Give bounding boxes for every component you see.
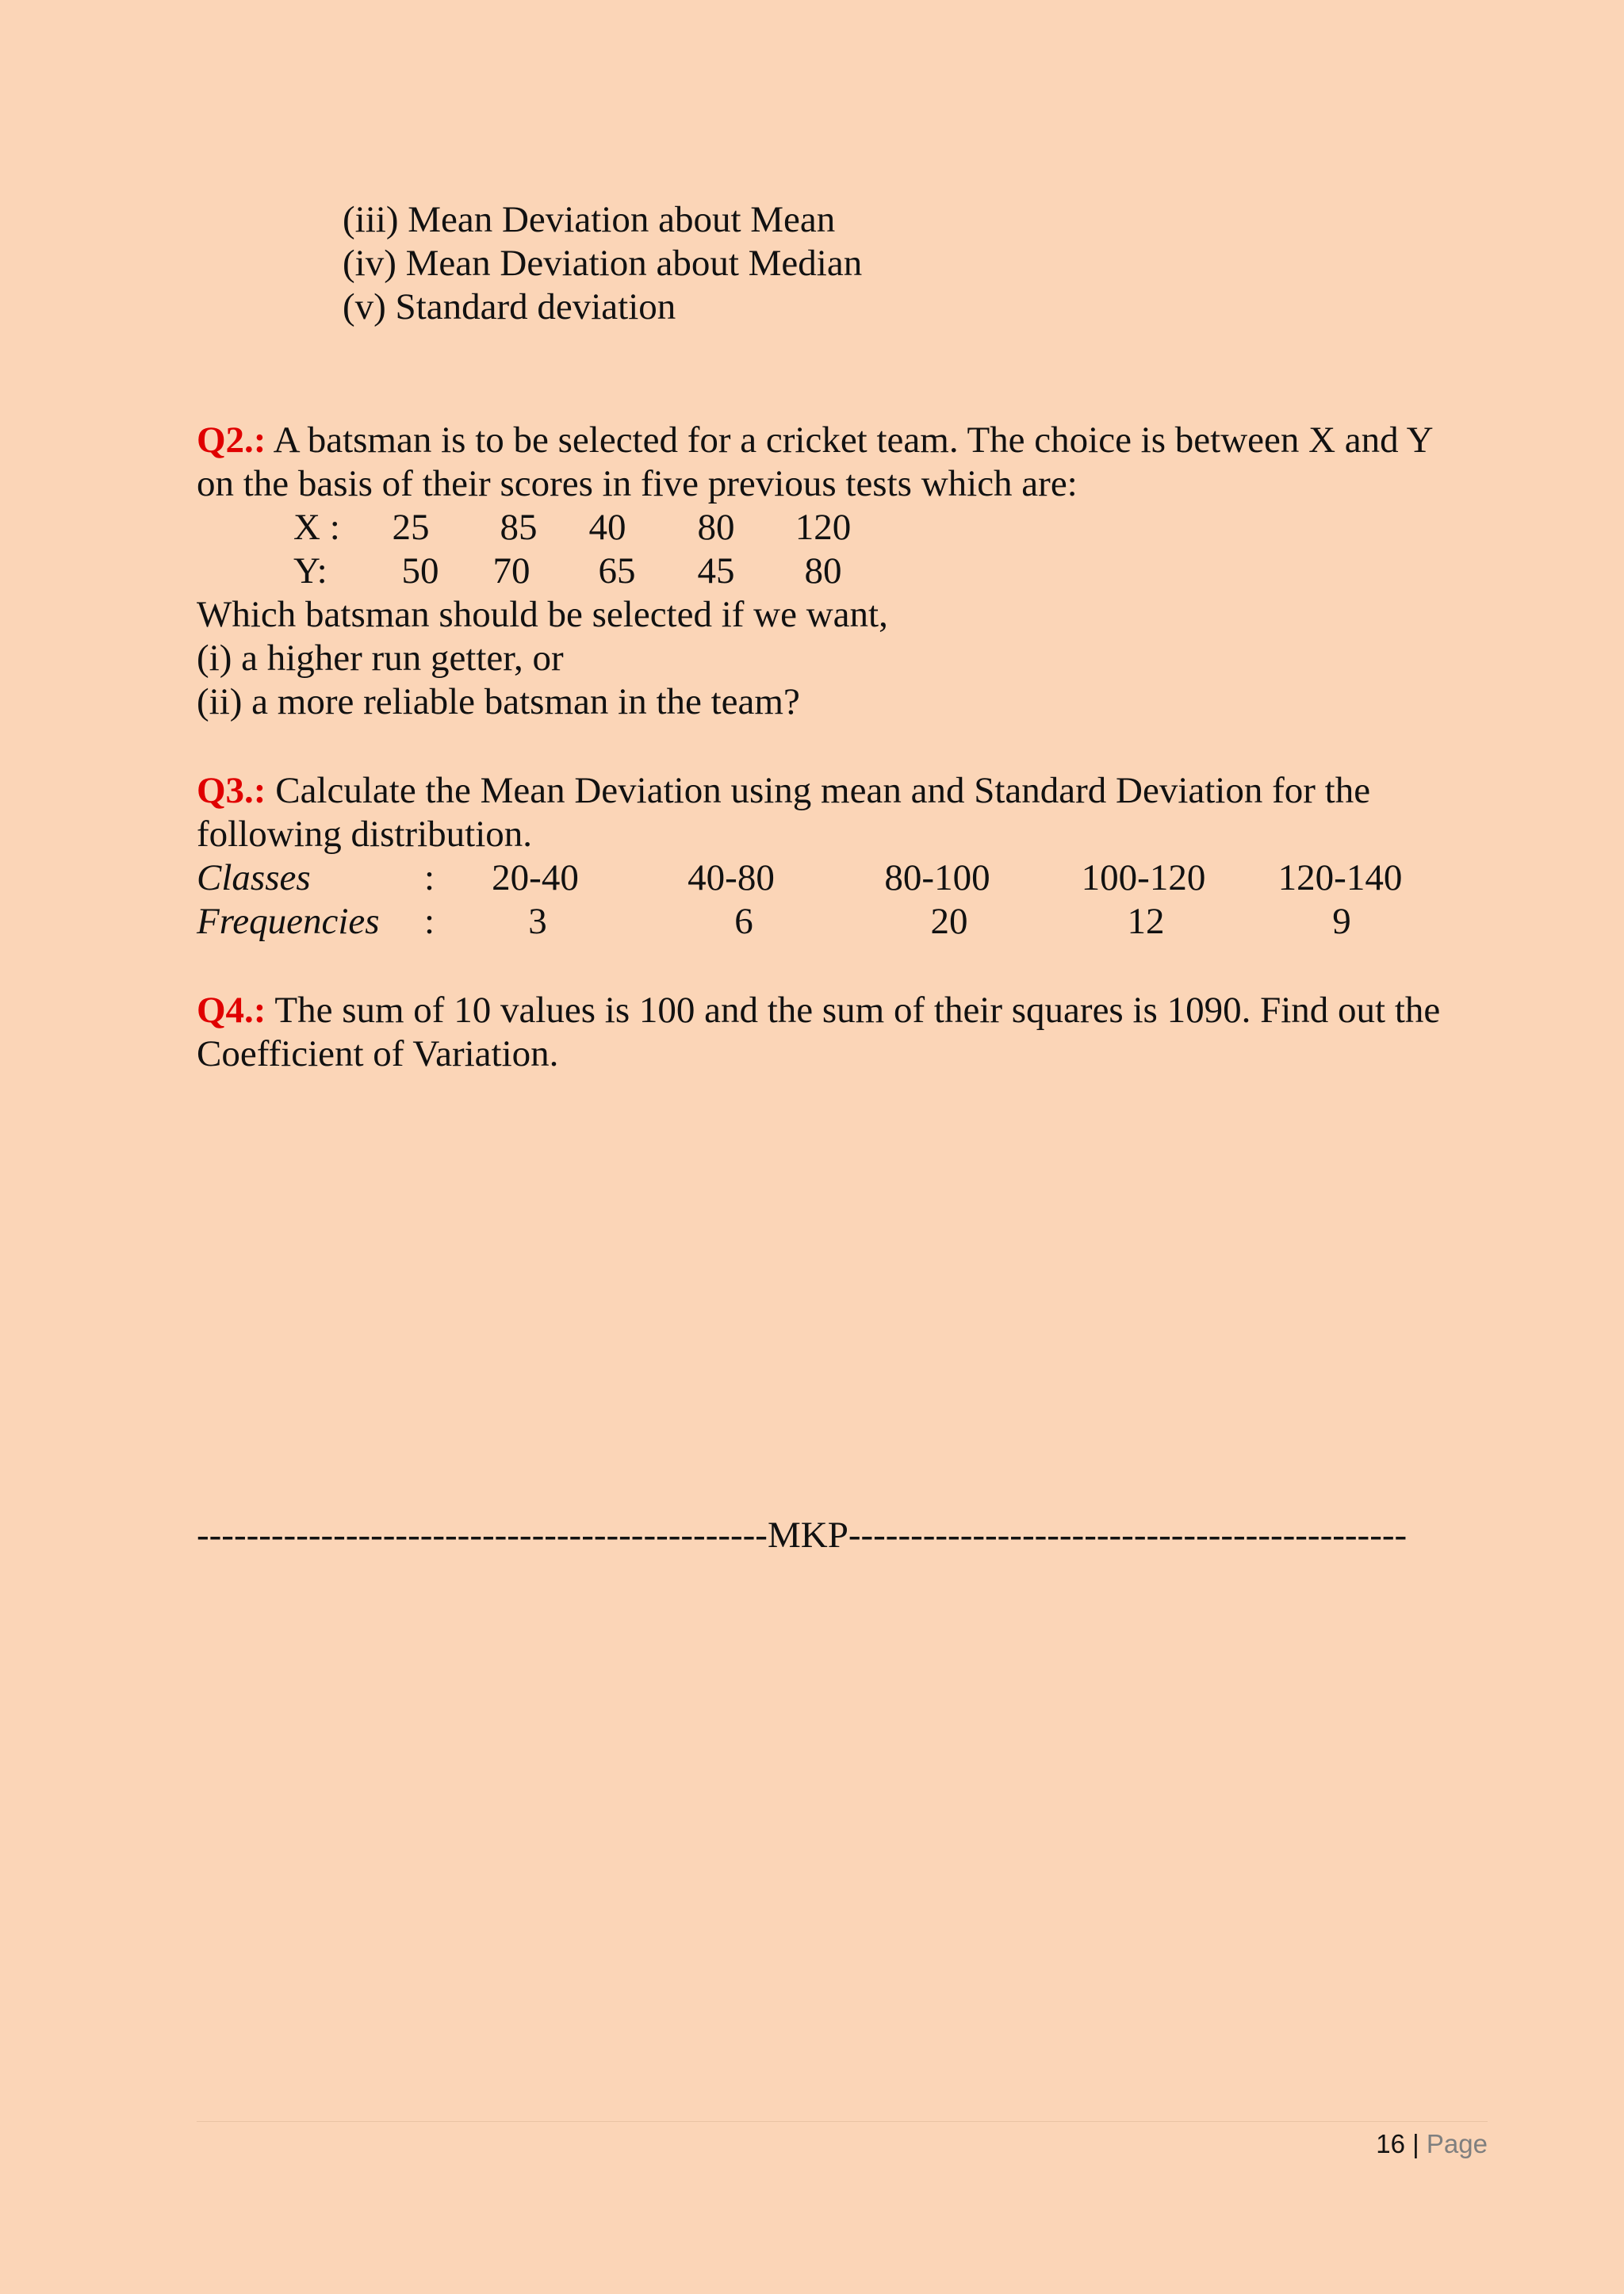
frequency-value: 9	[1332, 901, 1351, 942]
mkp-divider: ----------------------------------------------MKP---------------------------------------------	[197, 1515, 1408, 1556]
q2-y-label: Y:	[293, 550, 327, 592]
frequency-value: 3	[528, 901, 547, 942]
list-item-iii: (iii) Mean Deviation about Mean	[343, 199, 836, 240]
q2-y-score: 50	[401, 550, 439, 592]
class-interval: 40-80	[688, 857, 775, 898]
list-item-v: (v) Standard deviation	[343, 286, 676, 327]
class-interval: 120-140	[1277, 857, 1403, 898]
frequency-value: 6	[734, 901, 753, 942]
q4-text-1: The sum of 10 values is 100 and the sum of their squares is 1090. Find out the	[266, 990, 1441, 1031]
q2-x-score: 85	[500, 507, 538, 548]
frequencies-label: Frequencies	[197, 901, 380, 942]
footer-separator: |	[1412, 2129, 1419, 2158]
q3-text-1: Calculate the Mean Deviation using mean and Standard Deviation for the	[266, 770, 1371, 811]
classes-label: Classes	[197, 857, 311, 898]
q2-x-score: 80	[697, 507, 735, 548]
class-interval: 20-40	[492, 857, 579, 898]
q3-line-2: following distribution.	[197, 814, 532, 855]
q2-line-4: (i) a higher run getter, or	[197, 638, 564, 679]
footer-rule	[197, 2121, 1488, 2122]
q2-x-score: 40	[588, 507, 626, 548]
q2-y-score: 65	[598, 550, 636, 592]
frequencies-colon: :	[424, 901, 435, 942]
page-footer	[1376, 2128, 1488, 2160]
q2-line-5: (ii) a more reliable batsman in the team?	[197, 681, 800, 722]
q2-text-1: A batsman is to be selected for a cricket team. The choice is between X and Y	[266, 419, 1434, 461]
q2-x-score: 120	[795, 507, 852, 548]
list-item-iv: (iv) Mean Deviation about Median	[343, 243, 863, 284]
class-interval: 100-120	[1081, 857, 1206, 898]
q2-label: Q2.:	[197, 419, 266, 461]
q2-y-score: 45	[697, 550, 735, 592]
class-interval: 80-100	[884, 857, 990, 898]
q2-line-1	[197, 418, 1434, 462]
q4-label: Q4.:	[197, 990, 266, 1031]
frequency-value: 20	[930, 901, 968, 942]
q2-line-2: on the basis of their scores in five previous tests which are:	[197, 463, 1078, 504]
q4-line-1	[197, 988, 1440, 1032]
q2-y-score: 70	[492, 550, 530, 592]
q2-line-3: Which batsman should be selected if we want,	[197, 594, 888, 635]
classes-colon: :	[424, 857, 435, 898]
q3-label: Q3.:	[197, 770, 266, 811]
page-number: 16	[1376, 2129, 1405, 2158]
frequency-value: 12	[1127, 901, 1165, 942]
q4-line-2: Coefficient of Variation.	[197, 1033, 559, 1074]
q2-x-score: 25	[392, 507, 430, 548]
q3-line-1	[197, 768, 1370, 813]
q2-y-score: 80	[804, 550, 842, 592]
page-word: Page	[1426, 2129, 1488, 2158]
q2-x-label: X :	[293, 507, 340, 548]
